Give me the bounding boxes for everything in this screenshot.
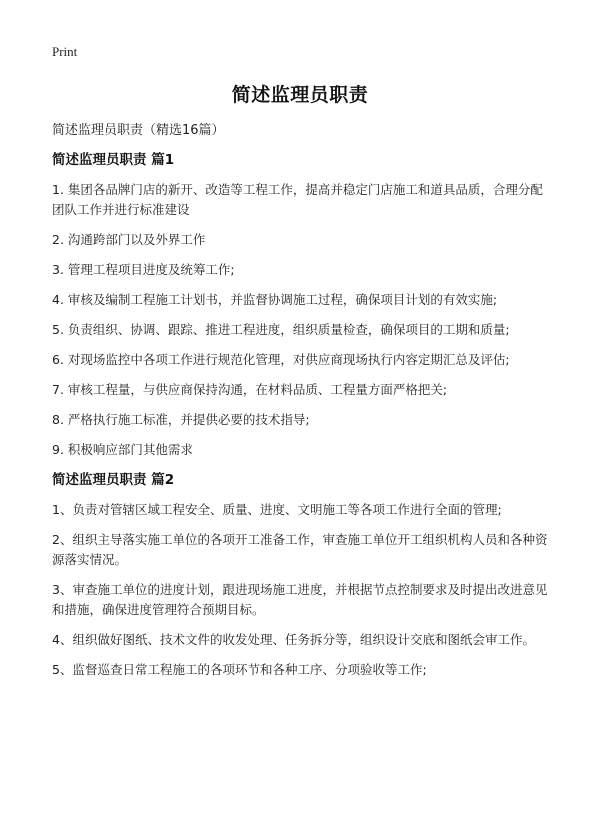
list-item: 2、组织主导落实施工单位的各项开工准备工作，审查施工单位开工组织机构人员和各种资源落实情况。 [52,532,548,567]
list-item: 4. 审核及编制工程施工计划书，并监督协调施工过程，确保项目计划的有效实施; [52,292,498,307]
list-item: 8. 严格执行施工标准，并提供必要的技术指导; [52,412,310,427]
document-title: 简述监理员职责 [231,84,369,106]
section-heading-2: 简述监理员职责 篇2 [52,472,175,488]
list-item: 6. 对现场监控中各项工作进行规范化管理，对供应商现场执行内容定期汇总及评估; [52,352,510,367]
list-item: 1. 集团各品牌门店的新开、改造等工程工作，提高并稳定门店施工和道具品质，合理分配团队工作并进行标准建设 [52,182,543,217]
list-item: 1、负责对管辖区域工程安全、质量、进度、文明施工等各项工作进行全面的管理; [52,502,502,517]
section-heading-1: 简述监理员职责 篇1 [52,152,175,168]
list-item: 3. 管理工程项目进度及统筹工作; [52,262,235,277]
list-item: 5、监督巡查日常工程施工的各项环节和各种工序、分项验收等工作; [52,662,427,677]
document-content [52,150,552,680]
list-item: 9. 积极响应部门其他需求 [52,442,193,457]
list-item: 4、组织做好图纸、技术文件的收发处理、任务拆分等，组织设计交底和图纸会审工作。 [52,632,535,647]
print-label[interactable]: Print [52,44,78,59]
list-item: 5. 负责组织、协调、跟踪、推进工程进度，组织质量检查，确保项目的工期和质量; [52,322,510,337]
list-item: 7. 审核工程量，与供应商保持沟通，在材料品质、工程量方面严格把关; [52,382,448,397]
document-subtitle: 简述监理员职责（精选16篇） [52,123,225,138]
list-item: 2. 沟通跨部门以及外界工作 [52,232,206,247]
list-item: 3、审查施工单位的进度计划，跟进现场施工进度，并根据节点控制要求及时提出改进意见和措施，确保进度管理符合预期目标。 [52,582,548,617]
